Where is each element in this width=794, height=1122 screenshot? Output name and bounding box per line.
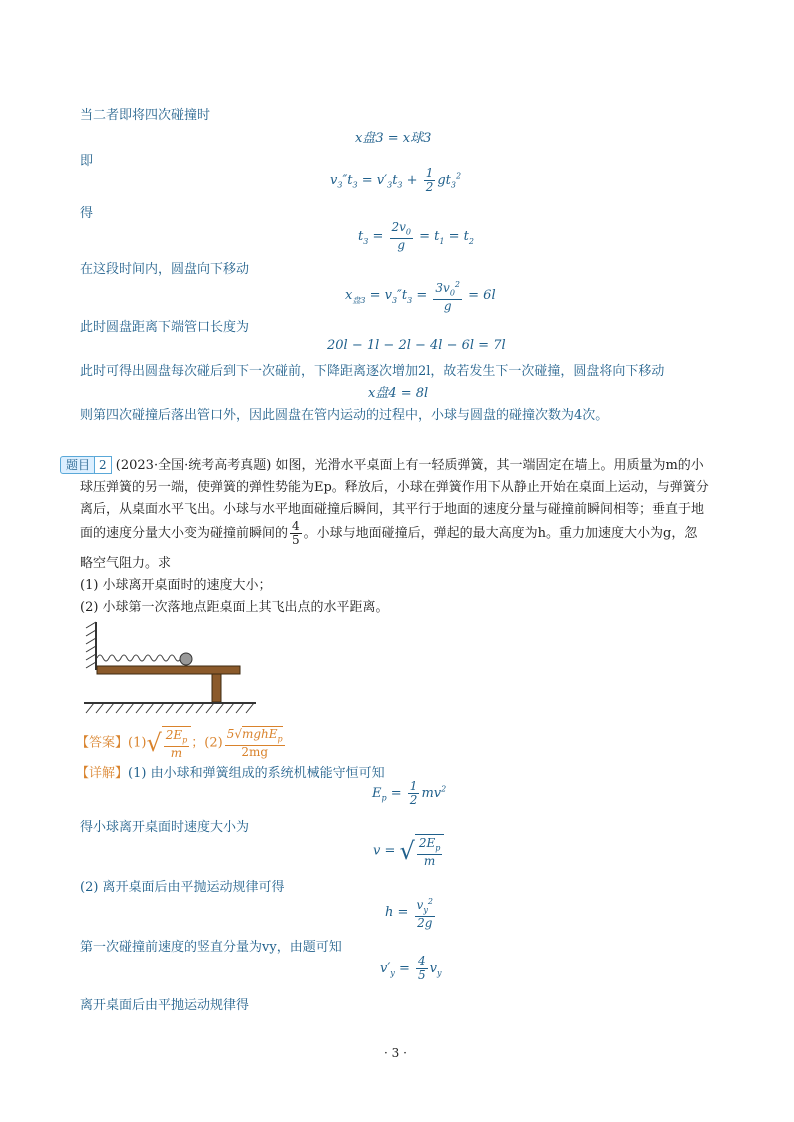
detail-text-1: (1) 由小球和弹簧组成的系统机械能守恒可知 <box>128 766 385 781</box>
table-top <box>97 666 240 674</box>
equation-t3: $t_3$ = $\frac{2v_0}{g}$ = $t_1 = t_2$ <box>358 220 474 253</box>
text-line-7: 则第四次碰撞后落出管口外，因此圆盘在管内运动的过程中，小球与圆盘的碰撞次数为4次。 <box>80 408 609 423</box>
problem-header <box>60 454 704 474</box>
equation-remaining-length: 20l − 1l − 2l − 4l − 6l = 7l <box>327 338 506 353</box>
answer-part1: (1) <box>128 735 147 751</box>
equation-disc-displacement: $x_{盘3} = v_3''t_3$ = $\frac{3v_0^2}{g}$ = 6l <box>345 280 496 314</box>
question-1: (1) 小球离开桌面时的速度大小； <box>80 578 272 593</box>
spring-table-diagram <box>80 618 260 718</box>
table-leg <box>212 674 221 702</box>
detail-line-2: 得小球离开桌面时速度大小为 <box>80 820 250 835</box>
detail-line-4: 第一次碰撞前速度的竖直分量为vy，由题可知 <box>80 940 342 955</box>
equation-vy-prime: $v'_y$ = $\frac{4}{5}$ $v_y$ <box>380 954 442 982</box>
problem-source: (2023·全国·统考高考真题) <box>115 458 272 473</box>
detail-line-3: (2) 离开桌面后由平抛运动规律可得 <box>80 880 285 895</box>
problem-text-4b: 。小球与地面碰撞后，弹起的最大高度为h。重力加速度大小为g，忽 <box>303 526 698 541</box>
equation-x-disc3 <box>355 127 431 146</box>
equation-x-disc4: x盘4 = 8l <box>368 386 429 401</box>
problem-text-2: 球压弹簧的另一端，使弹簧的弹性势能为Ep。释放后，小球在弹簧作用下从静止开始在桌面上运动，与弹簧分 <box>80 480 709 495</box>
ground-hatching <box>86 703 254 713</box>
answer-line: 【答案】(1)√ $\frac{2E_p}{m}$ ；(2) $\frac{5√mghE_p}{2mg}$ <box>76 726 283 761</box>
problem-text-1: 如图，光滑水平桌面上有一轻质弹簧，其一端固定在墙上。用质量为m的小 <box>275 458 704 473</box>
detail-line-5: 离开桌面后由平抛运动规律得 <box>80 998 250 1013</box>
wall-hatching <box>86 622 96 668</box>
text-line-6: 此时可得出圆盘每次碰后到下一次碰前，下降距离逐次增加2l，故若发生下一次碰撞，圆盘将向下移动 <box>80 364 665 379</box>
question-2: (2) 小球第一次落地点距桌面上其飞出点的水平距离。 <box>80 600 389 615</box>
problem-number: 2 <box>94 456 112 474</box>
equation-kinematics: $v_3''t_3 = v'_3t_3$ + $\frac{1}{2}$ $gt_3^2$ <box>330 166 462 194</box>
equation-velocity: v = √ $\frac{2E_p}{m}$ <box>373 834 444 868</box>
eq-text: x盘3 = x球3 <box>355 131 432 146</box>
answer-label: 【答案】 <box>76 735 129 751</box>
ball <box>180 653 192 665</box>
equation-energy: $E_p$ = $\frac{1}{2}$ $mv^2$ <box>372 779 447 807</box>
problem-text-5: 略空气阻力。求 <box>80 556 172 571</box>
answer-den: 2mg <box>241 744 269 759</box>
problem-text-3: 离后，从桌面水平飞出。小球与水平地面碰撞后瞬间，其平行于地面的速度分量与碰撞前瞬间相等；垂直于地 <box>80 502 705 517</box>
equation-height: h = $\frac{v_y^2}{2g}$ <box>385 897 433 931</box>
problem-text-4a: 面的速度分量大小变为碰撞前瞬间的 <box>80 526 289 541</box>
problem-tag: 题目 <box>60 456 96 474</box>
text-line-4: 在这段时间内，圆盘向下移动 <box>80 262 250 277</box>
text-line-3: 得 <box>80 206 94 221</box>
page-number: · 3 · <box>384 1046 407 1060</box>
spring <box>97 655 181 661</box>
text-line-1: 当二者即将四次碰撞时 <box>80 108 211 123</box>
answer-sep: ；(2) <box>191 735 223 751</box>
problem-text-4: 面的速度分量大小变为碰撞前瞬间的 $\frac{4}{5}$ 。小球与地面碰撞后，弹起的最大高度为h。重力加速度大小为g，忽 <box>80 519 698 547</box>
detail-line-1 <box>76 762 385 781</box>
detail-label: 【详解】 <box>76 766 129 781</box>
text-line-2: 即 <box>80 154 94 169</box>
text-line-5: 此时圆盘距离下端管口长度为 <box>80 320 250 335</box>
